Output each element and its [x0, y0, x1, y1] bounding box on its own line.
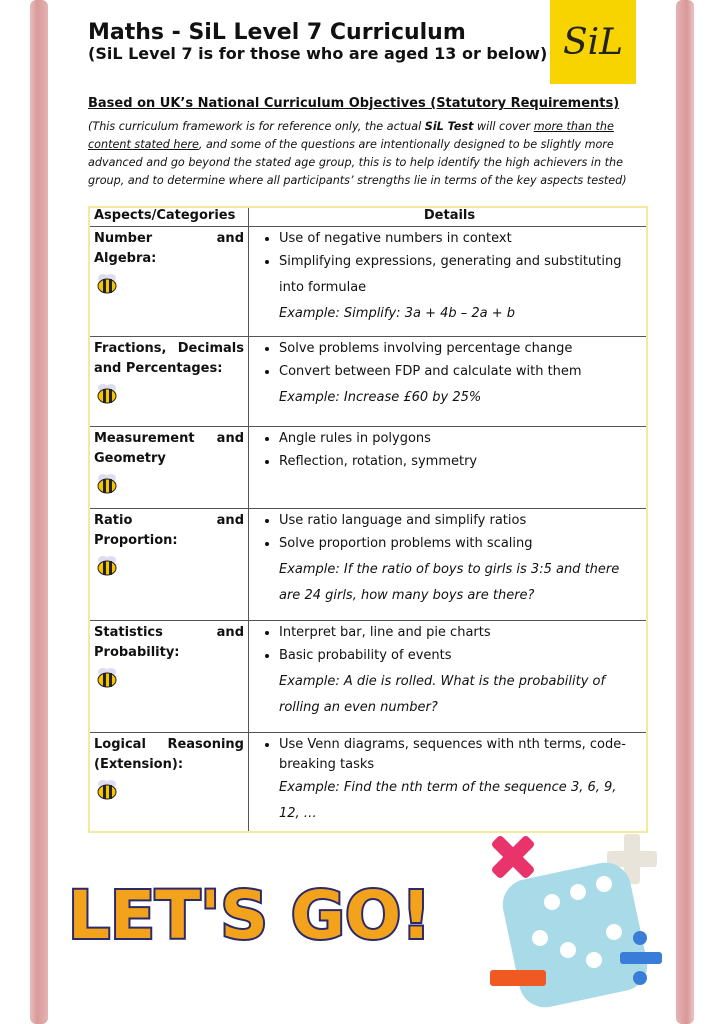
list-item: • Basic probability of events [279, 643, 640, 669]
list-item: • Convert between FDP and calculate with them [279, 359, 640, 385]
bee-icon [94, 471, 120, 497]
details-cell [249, 337, 648, 427]
details-cell [249, 509, 648, 621]
list-item: • Use ratio language and simplify ratios [279, 511, 640, 531]
table-row [89, 427, 647, 509]
page-title: Maths - SiL Level 7 Curriculum [88, 20, 466, 45]
bee-icon [94, 553, 120, 579]
category-name: Logical Reasoning (Extension): [94, 737, 244, 772]
disclaimer-note: (This curriculum framework is for reference only, the actual SiL Test will cover more than the content stated here, and some of the questions are intentionally designed to be slightly more advanced and go beyond the stated age group, this is to help identify the high achievers in the group, and to determine where all participants’ strengths lie in terms of the key aspects tested) [88, 120, 627, 187]
left-border-decoration [30, 0, 48, 1024]
lets-go-text: LET'S GO! [68, 877, 432, 952]
example-text: Example: If the ratio of boys to girls is 3:5 and there are 24 girls, how many boys are there? [279, 562, 620, 603]
table-row [89, 337, 647, 427]
category-name: Fractions, Decimals and Percentages: [94, 341, 244, 376]
example-text: Example: Simplify: 3a + 4b – 2a + b [279, 306, 516, 321]
table-header-row [89, 207, 647, 227]
example-text: Example: Find the nth term of the sequence 3, 6, 9, 12, … [279, 780, 617, 821]
column-header-details: Details [249, 207, 648, 227]
bee-icon [94, 665, 120, 691]
details-cell [249, 733, 648, 833]
category-cell [89, 733, 249, 833]
table-row [89, 621, 647, 733]
details-cell [249, 227, 648, 337]
list-item: • Use of negative numbers in context [279, 229, 640, 249]
list-item: • Interpret bar, line and pie charts [279, 623, 640, 643]
page-subtitle: (SiL Level 7 is for those who are aged 13 or below) [88, 44, 548, 63]
example-text: Example: A die is rolled. What is the probability of rolling an even number? [279, 674, 606, 715]
lets-go-banner [64, 872, 464, 952]
category-cell [89, 227, 249, 337]
bee-icon [94, 777, 120, 803]
category-name: Ratio and Proportion: [94, 513, 244, 548]
details-cell [249, 621, 648, 733]
list-item: • Reflection, rotation, symmetry [279, 449, 640, 475]
category-cell [89, 509, 249, 621]
bee-icon [94, 381, 120, 407]
list-item: • Angle rules in polygons [279, 429, 640, 449]
curriculum-heading: Based on UK’s National Curriculum Objectives (Statutory Requirements) [88, 96, 620, 111]
category-cell [89, 337, 249, 427]
category-name: Number and Algebra: [94, 231, 244, 266]
details-cell [249, 427, 648, 509]
minus-icon [490, 970, 546, 986]
example-text: Example: Increase £60 by 25% [279, 390, 482, 405]
sil-logo: SiL [550, 0, 636, 84]
list-item: • Simplifying expressions, generating and substituting into formulae [279, 249, 640, 301]
column-header-categories: Aspects/Categories [89, 207, 249, 227]
table-row [89, 227, 647, 337]
table-row [89, 733, 647, 833]
math-dice-illustration [474, 820, 694, 1020]
list-item: • Solve problems involving percentage change [279, 339, 640, 359]
bee-icon [94, 271, 120, 297]
curriculum-table [88, 206, 648, 833]
list-item: • Solve proportion problems with scaling [279, 531, 640, 557]
category-name: Statistics and Probability: [94, 625, 244, 660]
table-row [89, 509, 647, 621]
category-cell [89, 427, 249, 509]
category-name: Measurement and Geometry [94, 431, 244, 466]
dice-icon [498, 858, 652, 1012]
list-item: • Use Venn diagrams, sequences with nth terms, code-breaking tasks [279, 735, 640, 775]
multiply-icon [490, 834, 535, 879]
category-cell [89, 621, 249, 733]
